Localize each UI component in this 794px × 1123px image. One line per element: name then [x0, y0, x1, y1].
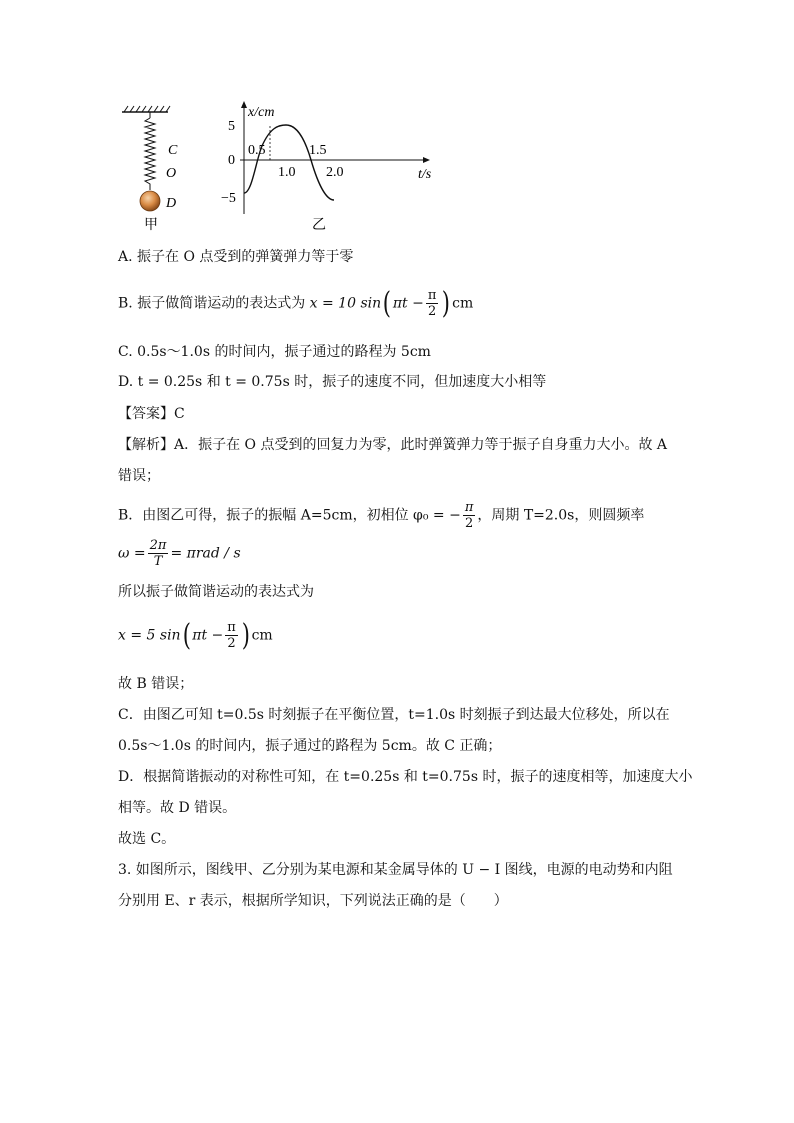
option-d: D. t = 0.25s 和 t = 0.75s 时，振子的速度不同，但加速度大小相等 — [118, 374, 547, 390]
phase-frac-den: 2 — [464, 516, 474, 531]
omega-rhs: = πrad / s — [170, 545, 241, 562]
spring-oscillator-diagram — [122, 106, 178, 233]
y-axis-label: x/cm — [248, 105, 275, 120]
y-tick-neg5: −5 — [221, 191, 236, 206]
sine-curve — [244, 125, 334, 200]
omega-frac-num: 2π — [149, 538, 167, 553]
physics-figure — [118, 96, 448, 236]
figure-caption-yi: 乙 — [312, 218, 326, 233]
analysis-line-9: 0.5s～1.0s 的时间内，振子通过的路程为 5cm。故 C 正确； — [118, 738, 502, 754]
annotation-0-5: 0.5 — [248, 143, 266, 158]
expr-lhs: x = 5 sin — [118, 627, 181, 644]
x-tick-1: 1.0 — [278, 165, 296, 180]
answer: 【答案】C — [118, 406, 185, 422]
option-b-unit: cm — [452, 295, 474, 312]
omega-formula — [118, 538, 241, 569]
option-c: C. 0.5s～1.0s 的时间内，振子通过的路程为 5cm — [118, 344, 431, 360]
option-b-text: B. 振子做简谐运动的表达式为 — [118, 295, 306, 312]
analysis-line-1: 【解析】A．振子在 O 点受到的回复力为零，此时弹簧弹力等于振子自身重力大小。故 A — [118, 437, 668, 453]
question-3-line-1: 3. 如图所示，图线甲、乙分别为某电源和某金属导体的 U − I 图线，电源的电动势和内阻 — [118, 862, 673, 878]
option-b: B. 振子做简谐运动的表达式为 x = 10 sin( πt − $\frac{\pi}{2}$ ) cm — [118, 285, 474, 321]
point-label-c: C — [168, 143, 178, 158]
analysis-line-3-prefix: B．由图乙可得，振子的振幅 A=5cm，初相位 φ₀ = − — [118, 507, 461, 524]
expression-formula: x = 5 sin( πt − $\frac{\pi}{2}$ ) cm — [118, 617, 273, 653]
phase-frac-num: π — [464, 500, 474, 515]
analysis-line-10: D．根据简谐振动的对称性可知，在 t=0.25s 和 t=0.75s 时，振子的速度相等，加速度大小 — [118, 769, 693, 785]
option-b-frac-den: 2 — [428, 304, 437, 319]
analysis-line-3 — [118, 500, 644, 531]
y-tick-0: 0 — [228, 153, 235, 168]
analysis-line-12: 故选 C。 — [118, 831, 176, 847]
analysis-line-5: 所以振子做简谐运动的表达式为 — [118, 584, 314, 600]
spring — [145, 118, 155, 190]
x-tick-2: 2.0 — [326, 165, 344, 180]
option-a: A. 振子在 O 点受到的弹簧弹力等于零 — [118, 249, 354, 265]
expr-frac-num: π — [227, 620, 236, 635]
point-label-d: D — [166, 196, 177, 211]
analysis-line-11: 相等。故 D 错误。 — [118, 800, 237, 816]
omega-frac-den: T — [153, 554, 163, 569]
figure-caption-jia: 甲 — [144, 218, 158, 233]
analysis-line-3-suffix: ，周期 T=2.0s，则圆频率 — [477, 507, 645, 524]
analysis-line-8: C．由图乙可知 t=0.5s 时刻振子在平衡位置，t=1.0s 时刻振子到达最大位移处，所以在 — [118, 707, 670, 723]
expr-unit: cm — [251, 627, 273, 644]
x-axis-label: t/s — [418, 167, 432, 182]
option-b-frac-num: π — [427, 288, 437, 303]
expr-inner: πt − — [192, 627, 224, 644]
analysis-line-7: 故 B 错误； — [118, 676, 194, 692]
annotation-1-5: 1.5 — [309, 143, 327, 158]
oscillator-ball — [140, 191, 160, 211]
displacement-time-graph — [221, 101, 432, 233]
question-3-line-2: 分别用 E、r 表示，根据所学知识，下列说法正确的是（ ） — [118, 893, 508, 909]
option-b-expr-inner: πt − — [392, 295, 424, 312]
option-b-expr-lhs: x = 10 sin — [309, 295, 382, 312]
analysis-line-2: 错误； — [118, 468, 160, 484]
y-tick-5: 5 — [228, 119, 235, 134]
point-label-o: O — [166, 166, 177, 181]
expr-frac-den: 2 — [227, 636, 236, 651]
omega-lhs: ω = — [118, 545, 146, 562]
